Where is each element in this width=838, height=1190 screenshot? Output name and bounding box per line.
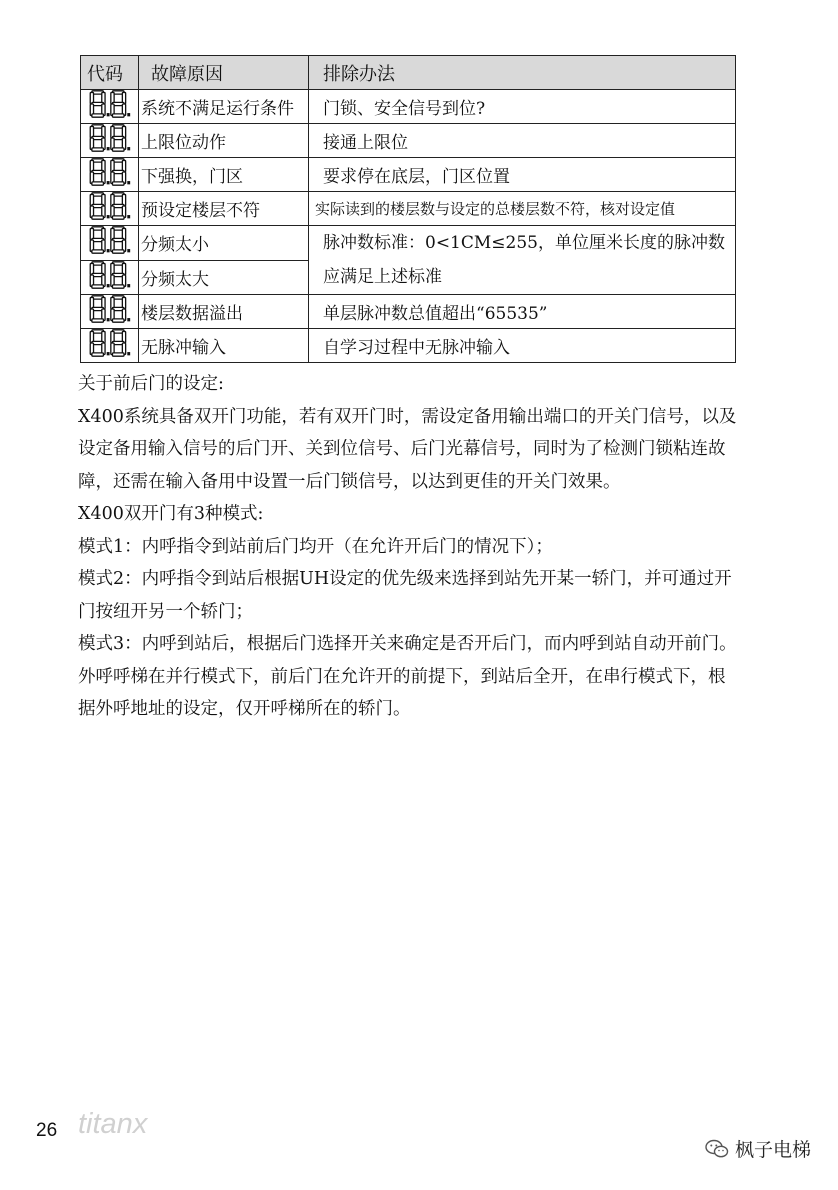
paragraph: X400系统具备双开门功能，若有双开门时，需设定备用输出端口的开关门信号，以及设定备用输入信号的后门开、关到位信号、后门光幕信号，同时为了检测门锁粘连故障，还需在输入备用中设置一后门锁信号，以达到更佳的开关门效果。 xyxy=(78,406,737,492)
table-row xyxy=(81,226,736,261)
paragraph: X400双开门有3种模式: xyxy=(78,504,264,524)
fault-code-icon xyxy=(81,124,139,158)
wechat-icon xyxy=(705,1139,729,1159)
fault-code-icon xyxy=(81,90,139,124)
table-header-row xyxy=(81,56,736,90)
fault-fix: 要求停在底层，门区位置 xyxy=(309,158,736,192)
seven-segment-icon xyxy=(85,90,135,118)
table-row xyxy=(81,124,736,158)
header-code: 代码 xyxy=(81,56,139,90)
fault-cause: 预设定楼层不符 xyxy=(139,192,309,226)
fault-fix: 实际读到的楼层数与设定的总楼层数不符，核对设定值 xyxy=(309,192,736,226)
seven-segment-icon xyxy=(85,329,135,357)
fault-code-table xyxy=(80,55,736,363)
watermark-label: 枫子电梯 xyxy=(735,1139,812,1161)
seven-segment-icon xyxy=(85,226,135,254)
brand-logo: titanx xyxy=(78,1108,148,1140)
paragraph: 模式1：内呼指令到站前后门均开（在允许开后门的情况下）； xyxy=(78,536,553,557)
fault-code-icon xyxy=(81,226,139,261)
fault-fix: 接通上限位 xyxy=(309,124,736,158)
header-cause: 故障原因 xyxy=(139,56,309,90)
fault-cause: 分频太大 xyxy=(139,260,309,295)
fault-fix: 门锁、安全信号到位? xyxy=(309,90,736,124)
fault-cause: 下强换，门区 xyxy=(139,158,309,192)
fault-cause: 无脉冲输入 xyxy=(139,329,309,363)
fault-code-icon xyxy=(81,260,139,295)
paragraph: 模式2：内呼指令到站后根据UH设定的优先级来选择到站先开某一轿门，并可通过开门按纽开另一个轿门； xyxy=(78,569,732,622)
seven-segment-icon xyxy=(85,261,135,289)
fault-code-icon xyxy=(81,295,139,329)
seven-segment-icon xyxy=(85,158,135,186)
page-number: 26 xyxy=(36,1120,58,1141)
table-row xyxy=(81,192,736,226)
seven-segment-icon xyxy=(85,124,135,152)
fault-fix: 自学习过程中无脉冲输入 xyxy=(309,329,736,363)
seven-segment-icon xyxy=(85,192,135,220)
fault-cause: 楼层数据溢出 xyxy=(139,295,309,329)
section-heading: 关于前后门的设定: xyxy=(78,374,224,394)
fault-code-icon xyxy=(81,329,139,363)
fault-code-icon xyxy=(81,192,139,226)
fault-code-icon xyxy=(81,158,139,192)
fault-fix: 单层脉冲数总值超出“65535” xyxy=(309,295,736,329)
table-row xyxy=(81,295,736,329)
table-row xyxy=(81,329,736,363)
table-row xyxy=(81,158,736,192)
body-text xyxy=(78,368,740,726)
fault-cause: 上限位动作 xyxy=(139,124,309,158)
seven-segment-icon xyxy=(85,295,135,323)
paragraph: 外呼呼梯在并行模式下，前后门在允许开的前提下，到站后全开，在串行模式下，根据外呼地址的设定，仅开呼梯所在的轿门。 xyxy=(78,666,726,719)
paragraph: 模式3：内呼到站后，根据后门选择开关来确定是否开后门，而内呼到站自动开前门。 xyxy=(78,634,737,654)
fault-fix: 脉冲数标准：0<1CM≤255，单位厘米长度的脉冲数应满足上述标准 xyxy=(309,226,736,295)
watermark xyxy=(705,1135,811,1162)
table-row xyxy=(81,90,736,124)
fault-cause: 分频太小 xyxy=(139,226,309,261)
fault-cause: 系统不满足运行条件 xyxy=(139,90,309,124)
header-fix: 排除办法 xyxy=(309,56,736,90)
